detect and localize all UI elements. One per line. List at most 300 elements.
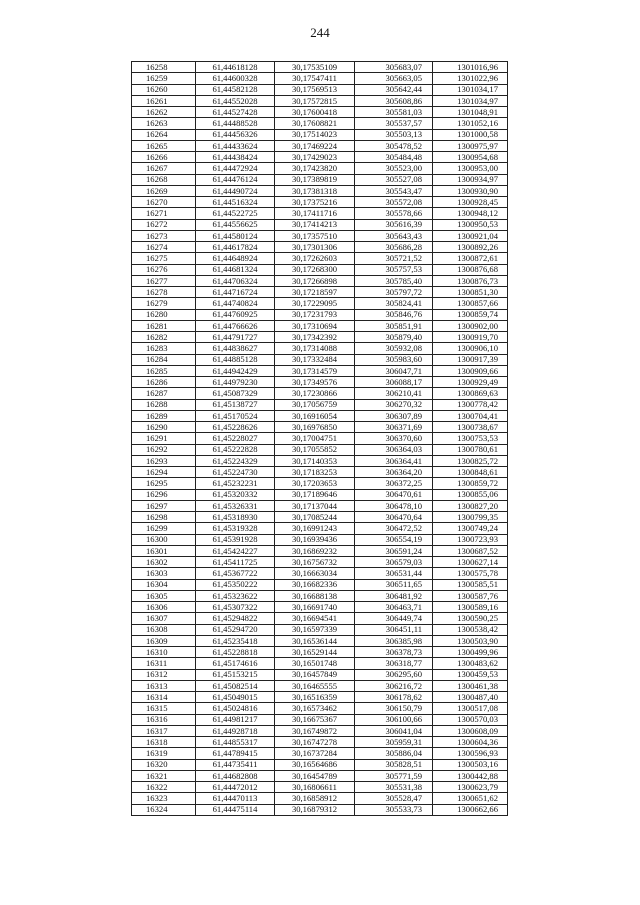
y-coordinate-cell: 1300749,24 xyxy=(433,523,508,534)
x-coordinate-cell: 306378,73 xyxy=(355,647,433,658)
longitude-cell: 30,16694541 xyxy=(275,613,355,624)
y-coordinate-cell: 1300848,61 xyxy=(433,467,508,478)
table-row xyxy=(132,163,508,174)
point-number-cell: 16272 xyxy=(132,219,196,230)
latitude-cell: 61,44490724 xyxy=(196,185,275,196)
y-coordinate-cell: 1300704,41 xyxy=(433,410,508,421)
longitude-cell: 30,17314579 xyxy=(275,365,355,376)
table-row xyxy=(132,647,508,658)
longitude-cell: 30,16529144 xyxy=(275,647,355,658)
x-coordinate-cell: 305785,40 xyxy=(355,275,433,286)
y-coordinate-cell: 1300953,00 xyxy=(433,163,508,174)
longitude-cell: 30,17189646 xyxy=(275,489,355,500)
point-number-cell: 16267 xyxy=(132,163,196,174)
longitude-cell: 30,16454789 xyxy=(275,770,355,781)
point-number-cell: 16287 xyxy=(132,388,196,399)
latitude-cell: 61,44981217 xyxy=(196,714,275,725)
table-row xyxy=(132,433,508,444)
table-row xyxy=(132,264,508,275)
table-row xyxy=(132,725,508,736)
longitude-cell: 30,17183253 xyxy=(275,467,355,478)
x-coordinate-cell: 305581,03 xyxy=(355,107,433,118)
longitude-cell: 30,16749872 xyxy=(275,725,355,736)
y-coordinate-cell: 1300859,74 xyxy=(433,309,508,320)
latitude-cell: 61,44838627 xyxy=(196,343,275,354)
latitude-cell: 61,45318930 xyxy=(196,512,275,523)
point-number-cell: 16299 xyxy=(132,523,196,534)
table-row xyxy=(132,107,508,118)
latitude-cell: 61,44618128 xyxy=(196,62,275,73)
y-coordinate-cell: 1300575,78 xyxy=(433,568,508,579)
y-coordinate-cell: 1301034,97 xyxy=(433,95,508,106)
latitude-cell: 61,44516324 xyxy=(196,197,275,208)
table-row xyxy=(132,118,508,129)
table-row xyxy=(132,703,508,714)
point-number-cell: 16320 xyxy=(132,759,196,770)
y-coordinate-cell: 1300780,61 xyxy=(433,444,508,455)
x-coordinate-cell: 306463,71 xyxy=(355,602,433,613)
y-coordinate-cell: 1300587,76 xyxy=(433,590,508,601)
x-coordinate-cell: 306470,64 xyxy=(355,512,433,523)
point-number-cell: 16291 xyxy=(132,433,196,444)
table-row xyxy=(132,782,508,793)
x-coordinate-cell: 306364,03 xyxy=(355,444,433,455)
latitude-cell: 61,44472924 xyxy=(196,163,275,174)
x-coordinate-cell: 305721,52 xyxy=(355,253,433,264)
table-row xyxy=(132,230,508,241)
table-row xyxy=(132,489,508,500)
longitude-cell: 30,16564686 xyxy=(275,759,355,770)
x-coordinate-cell: 306511,65 xyxy=(355,579,433,590)
latitude-cell: 61,44706324 xyxy=(196,275,275,286)
point-number-cell: 16266 xyxy=(132,152,196,163)
latitude-cell: 61,44789415 xyxy=(196,748,275,759)
latitude-cell: 61,44433624 xyxy=(196,140,275,151)
latitude-cell: 61,45294822 xyxy=(196,613,275,624)
longitude-cell: 30,16516359 xyxy=(275,692,355,703)
latitude-cell: 61,44682808 xyxy=(196,770,275,781)
table-row xyxy=(132,129,508,140)
x-coordinate-cell: 306481,92 xyxy=(355,590,433,601)
point-number-cell: 16305 xyxy=(132,590,196,601)
table-row xyxy=(132,613,508,624)
point-number-cell: 16268 xyxy=(132,174,196,185)
point-number-cell: 16296 xyxy=(132,489,196,500)
table-row xyxy=(132,197,508,208)
latitude-cell: 61,45411725 xyxy=(196,557,275,568)
longitude-cell: 30,16682336 xyxy=(275,579,355,590)
y-coordinate-cell: 1300917,39 xyxy=(433,354,508,365)
y-coordinate-cell: 1300799,35 xyxy=(433,512,508,523)
x-coordinate-cell: 305663,05 xyxy=(355,73,433,84)
y-coordinate-cell: 1300892,26 xyxy=(433,242,508,253)
latitude-cell: 61,45228027 xyxy=(196,433,275,444)
latitude-cell: 61,45326331 xyxy=(196,500,275,511)
latitude-cell: 61,44617824 xyxy=(196,242,275,253)
longitude-cell: 30,17310694 xyxy=(275,320,355,331)
latitude-cell: 61,45319328 xyxy=(196,523,275,534)
latitude-cell: 61,44928718 xyxy=(196,725,275,736)
point-number-cell: 16278 xyxy=(132,287,196,298)
latitude-cell: 61,44885128 xyxy=(196,354,275,365)
longitude-cell: 30,17314088 xyxy=(275,343,355,354)
y-coordinate-cell: 1300503,90 xyxy=(433,635,508,646)
longitude-cell: 30,16501748 xyxy=(275,658,355,669)
latitude-cell: 61,45224730 xyxy=(196,467,275,478)
latitude-cell: 61,45235418 xyxy=(196,635,275,646)
x-coordinate-cell: 305484,48 xyxy=(355,152,433,163)
table-row xyxy=(132,523,508,534)
longitude-cell: 30,16991243 xyxy=(275,523,355,534)
y-coordinate-cell: 1300825,72 xyxy=(433,455,508,466)
longitude-cell: 30,17429023 xyxy=(275,152,355,163)
y-coordinate-cell: 1300948,12 xyxy=(433,208,508,219)
latitude-cell: 61,45228818 xyxy=(196,647,275,658)
latitude-cell: 61,44942429 xyxy=(196,365,275,376)
x-coordinate-cell: 305533,73 xyxy=(355,804,433,815)
longitude-cell: 30,17203653 xyxy=(275,478,355,489)
latitude-cell: 61,44600328 xyxy=(196,73,275,84)
longitude-cell: 30,17423820 xyxy=(275,163,355,174)
table-row xyxy=(132,388,508,399)
table-row xyxy=(132,557,508,568)
y-coordinate-cell: 1300590,25 xyxy=(433,613,508,624)
x-coordinate-cell: 305523,00 xyxy=(355,163,433,174)
x-coordinate-cell: 305527,08 xyxy=(355,174,433,185)
table-row xyxy=(132,208,508,219)
latitude-cell: 61,45424227 xyxy=(196,545,275,556)
latitude-cell: 61,44760925 xyxy=(196,309,275,320)
y-coordinate-cell: 1300934,97 xyxy=(433,174,508,185)
point-number-cell: 16280 xyxy=(132,309,196,320)
x-coordinate-cell: 305824,41 xyxy=(355,298,433,309)
longitude-cell: 30,17547411 xyxy=(275,73,355,84)
latitude-cell: 61,45232231 xyxy=(196,478,275,489)
y-coordinate-cell: 1300954,68 xyxy=(433,152,508,163)
latitude-cell: 61,44766626 xyxy=(196,320,275,331)
point-number-cell: 16284 xyxy=(132,354,196,365)
point-number-cell: 16277 xyxy=(132,275,196,286)
y-coordinate-cell: 1300503,16 xyxy=(433,759,508,770)
longitude-cell: 30,16688138 xyxy=(275,590,355,601)
y-coordinate-cell: 1300723,93 xyxy=(433,534,508,545)
point-number-cell: 16279 xyxy=(132,298,196,309)
point-number-cell: 16300 xyxy=(132,534,196,545)
table-row xyxy=(132,174,508,185)
y-coordinate-cell: 1300538,42 xyxy=(433,624,508,635)
y-coordinate-cell: 1301022,96 xyxy=(433,73,508,84)
longitude-cell: 30,17514023 xyxy=(275,129,355,140)
table-row xyxy=(132,467,508,478)
point-number-cell: 16265 xyxy=(132,140,196,151)
point-number-cell: 16301 xyxy=(132,545,196,556)
point-number-cell: 16297 xyxy=(132,500,196,511)
longitude-cell: 30,17137044 xyxy=(275,500,355,511)
y-coordinate-cell: 1300778,42 xyxy=(433,399,508,410)
latitude-cell: 61,44791727 xyxy=(196,332,275,343)
table-row xyxy=(132,680,508,691)
point-number-cell: 16294 xyxy=(132,467,196,478)
latitude-cell: 61,44552028 xyxy=(196,95,275,106)
point-number-cell: 16295 xyxy=(132,478,196,489)
y-coordinate-cell: 1300869,63 xyxy=(433,388,508,399)
longitude-cell: 30,16879312 xyxy=(275,804,355,815)
y-coordinate-cell: 1300483,62 xyxy=(433,658,508,669)
x-coordinate-cell: 306371,69 xyxy=(355,422,433,433)
y-coordinate-cell: 1300876,68 xyxy=(433,264,508,275)
y-coordinate-cell: 1300950,53 xyxy=(433,219,508,230)
longitude-cell: 30,16536144 xyxy=(275,635,355,646)
y-coordinate-cell: 1300872,61 xyxy=(433,253,508,264)
longitude-cell: 30,17342392 xyxy=(275,332,355,343)
longitude-cell: 30,17085244 xyxy=(275,512,355,523)
point-number-cell: 16259 xyxy=(132,73,196,84)
table-row xyxy=(132,692,508,703)
x-coordinate-cell: 306270,32 xyxy=(355,399,433,410)
y-coordinate-cell: 1300499,96 xyxy=(433,647,508,658)
point-number-cell: 16264 xyxy=(132,129,196,140)
longitude-cell: 30,16597339 xyxy=(275,624,355,635)
point-number-cell: 16281 xyxy=(132,320,196,331)
table-row xyxy=(132,320,508,331)
longitude-cell: 30,17389819 xyxy=(275,174,355,185)
point-number-cell: 16319 xyxy=(132,748,196,759)
table-row xyxy=(132,343,508,354)
point-number-cell: 16302 xyxy=(132,557,196,568)
table-row xyxy=(132,399,508,410)
table-row xyxy=(132,748,508,759)
longitude-cell: 30,16869232 xyxy=(275,545,355,556)
table-row xyxy=(132,478,508,489)
point-number-cell: 16288 xyxy=(132,399,196,410)
point-number-cell: 16323 xyxy=(132,793,196,804)
y-coordinate-cell: 1301034,17 xyxy=(433,84,508,95)
y-coordinate-cell: 1300662,66 xyxy=(433,804,508,815)
longitude-cell: 30,16858912 xyxy=(275,793,355,804)
point-number-cell: 16322 xyxy=(132,782,196,793)
x-coordinate-cell: 306307,89 xyxy=(355,410,433,421)
y-coordinate-cell: 1300570,03 xyxy=(433,714,508,725)
longitude-cell: 30,17600418 xyxy=(275,107,355,118)
x-coordinate-cell: 306472,52 xyxy=(355,523,433,534)
latitude-cell: 61,44735411 xyxy=(196,759,275,770)
point-number-cell: 16292 xyxy=(132,444,196,455)
table-row xyxy=(132,62,508,73)
x-coordinate-cell: 305543,47 xyxy=(355,185,433,196)
latitude-cell: 61,45224329 xyxy=(196,455,275,466)
x-coordinate-cell: 306216,72 xyxy=(355,680,433,691)
x-coordinate-cell: 306100,66 xyxy=(355,714,433,725)
y-coordinate-cell: 1300517,08 xyxy=(433,703,508,714)
y-coordinate-cell: 1300909,66 xyxy=(433,365,508,376)
longitude-cell: 30,17266898 xyxy=(275,275,355,286)
point-number-cell: 16269 xyxy=(132,185,196,196)
table-row xyxy=(132,669,508,680)
table-row xyxy=(132,512,508,523)
longitude-cell: 30,17140353 xyxy=(275,455,355,466)
y-coordinate-cell: 1301052,16 xyxy=(433,118,508,129)
latitude-cell: 61,44527428 xyxy=(196,107,275,118)
point-number-cell: 16263 xyxy=(132,118,196,129)
x-coordinate-cell: 306370,60 xyxy=(355,433,433,444)
point-number-cell: 16260 xyxy=(132,84,196,95)
x-coordinate-cell: 305983,60 xyxy=(355,354,433,365)
table-row xyxy=(132,770,508,781)
point-number-cell: 16293 xyxy=(132,455,196,466)
latitude-cell: 61,45350222 xyxy=(196,579,275,590)
latitude-cell: 61,44582128 xyxy=(196,84,275,95)
x-coordinate-cell: 305757,53 xyxy=(355,264,433,275)
x-coordinate-cell: 306470,61 xyxy=(355,489,433,500)
table-row xyxy=(132,635,508,646)
coordinates-table xyxy=(131,61,508,816)
y-coordinate-cell: 1300738,67 xyxy=(433,422,508,433)
latitude-cell: 61,45307322 xyxy=(196,602,275,613)
longitude-cell: 30,16747278 xyxy=(275,737,355,748)
y-coordinate-cell: 1300921,04 xyxy=(433,230,508,241)
longitude-cell: 30,17608821 xyxy=(275,118,355,129)
table-row xyxy=(132,275,508,286)
point-number-cell: 16304 xyxy=(132,579,196,590)
x-coordinate-cell: 306047,71 xyxy=(355,365,433,376)
latitude-cell: 61,45320332 xyxy=(196,489,275,500)
y-coordinate-cell: 1300585,51 xyxy=(433,579,508,590)
point-number-cell: 16289 xyxy=(132,410,196,421)
x-coordinate-cell: 305828,51 xyxy=(355,759,433,770)
x-coordinate-cell: 306579,03 xyxy=(355,557,433,568)
table-row xyxy=(132,185,508,196)
point-number-cell: 16311 xyxy=(132,658,196,669)
y-coordinate-cell: 1300623,79 xyxy=(433,782,508,793)
x-coordinate-cell: 305932,08 xyxy=(355,343,433,354)
table-row xyxy=(132,298,508,309)
x-coordinate-cell: 305686,28 xyxy=(355,242,433,253)
x-coordinate-cell: 306178,62 xyxy=(355,692,433,703)
y-coordinate-cell: 1300851,30 xyxy=(433,287,508,298)
table-row xyxy=(132,590,508,601)
table-row xyxy=(132,377,508,388)
x-coordinate-cell: 306531,44 xyxy=(355,568,433,579)
latitude-cell: 61,45222828 xyxy=(196,444,275,455)
x-coordinate-cell: 305886,04 xyxy=(355,748,433,759)
table-row xyxy=(132,219,508,230)
point-number-cell: 16286 xyxy=(132,377,196,388)
longitude-cell: 30,17357510 xyxy=(275,230,355,241)
latitude-cell: 61,44438424 xyxy=(196,152,275,163)
x-coordinate-cell: 306591,24 xyxy=(355,545,433,556)
latitude-cell: 61,45049015 xyxy=(196,692,275,703)
y-coordinate-cell: 1300608,09 xyxy=(433,725,508,736)
x-coordinate-cell: 305643,43 xyxy=(355,230,433,241)
y-coordinate-cell: 1300919,70 xyxy=(433,332,508,343)
table-row xyxy=(132,602,508,613)
latitude-cell: 61,44470113 xyxy=(196,793,275,804)
table-row xyxy=(132,804,508,815)
longitude-cell: 30,17375216 xyxy=(275,197,355,208)
x-coordinate-cell: 306318,77 xyxy=(355,658,433,669)
point-number-cell: 16306 xyxy=(132,602,196,613)
y-coordinate-cell: 1300596,93 xyxy=(433,748,508,759)
point-number-cell: 16312 xyxy=(132,669,196,680)
longitude-cell: 30,17231793 xyxy=(275,309,355,320)
x-coordinate-cell: 306364,41 xyxy=(355,455,433,466)
longitude-cell: 30,16737284 xyxy=(275,748,355,759)
point-number-cell: 16285 xyxy=(132,365,196,376)
table-row xyxy=(132,140,508,151)
table-row xyxy=(132,624,508,635)
point-number-cell: 16270 xyxy=(132,197,196,208)
x-coordinate-cell: 305537,57 xyxy=(355,118,433,129)
latitude-cell: 61,44740824 xyxy=(196,298,275,309)
page-number: 244 xyxy=(310,25,330,40)
table-row xyxy=(132,410,508,421)
coordinates-table-body xyxy=(132,62,508,816)
y-coordinate-cell: 1300753,53 xyxy=(433,433,508,444)
y-coordinate-cell: 1300687,52 xyxy=(433,545,508,556)
point-number-cell: 16318 xyxy=(132,737,196,748)
point-number-cell: 16261 xyxy=(132,95,196,106)
longitude-cell: 30,16457849 xyxy=(275,669,355,680)
x-coordinate-cell: 305879,40 xyxy=(355,332,433,343)
point-number-cell: 16303 xyxy=(132,568,196,579)
x-coordinate-cell: 305851,91 xyxy=(355,320,433,331)
x-coordinate-cell: 306364,20 xyxy=(355,467,433,478)
longitude-cell: 30,17411716 xyxy=(275,208,355,219)
longitude-cell: 30,16465555 xyxy=(275,680,355,691)
longitude-cell: 30,16916054 xyxy=(275,410,355,421)
latitude-cell: 61,45294720 xyxy=(196,624,275,635)
longitude-cell: 30,17218597 xyxy=(275,287,355,298)
point-number-cell: 16314 xyxy=(132,692,196,703)
point-number-cell: 16258 xyxy=(132,62,196,73)
y-coordinate-cell: 1301000,58 xyxy=(433,129,508,140)
x-coordinate-cell: 305531,38 xyxy=(355,782,433,793)
longitude-cell: 30,17569513 xyxy=(275,84,355,95)
x-coordinate-cell: 306385,98 xyxy=(355,635,433,646)
table-row xyxy=(132,793,508,804)
point-number-cell: 16283 xyxy=(132,343,196,354)
x-coordinate-cell: 305572,08 xyxy=(355,197,433,208)
table-row xyxy=(132,95,508,106)
latitude-cell: 61,44556625 xyxy=(196,219,275,230)
table-row xyxy=(132,455,508,466)
x-coordinate-cell: 305503,13 xyxy=(355,129,433,140)
y-coordinate-cell: 1300855,06 xyxy=(433,489,508,500)
y-coordinate-cell: 1300604,36 xyxy=(433,737,508,748)
table-row xyxy=(132,365,508,376)
latitude-cell: 61,45024816 xyxy=(196,703,275,714)
y-coordinate-cell: 1300461,38 xyxy=(433,680,508,691)
longitude-cell: 30,16756732 xyxy=(275,557,355,568)
longitude-cell: 30,16573462 xyxy=(275,703,355,714)
table-row xyxy=(132,759,508,770)
x-coordinate-cell: 305478,52 xyxy=(355,140,433,151)
table-row xyxy=(132,500,508,511)
latitude-cell: 61,44472012 xyxy=(196,782,275,793)
x-coordinate-cell: 305608,86 xyxy=(355,95,433,106)
point-number-cell: 16321 xyxy=(132,770,196,781)
longitude-cell: 30,16675367 xyxy=(275,714,355,725)
longitude-cell: 30,17230866 xyxy=(275,388,355,399)
point-number-cell: 16298 xyxy=(132,512,196,523)
x-coordinate-cell: 305578,66 xyxy=(355,208,433,219)
table-row xyxy=(132,242,508,253)
y-coordinate-cell: 1300589,16 xyxy=(433,602,508,613)
latitude-cell: 61,45228626 xyxy=(196,422,275,433)
longitude-cell: 30,16663034 xyxy=(275,568,355,579)
y-coordinate-cell: 1300487,40 xyxy=(433,692,508,703)
longitude-cell: 30,17414213 xyxy=(275,219,355,230)
